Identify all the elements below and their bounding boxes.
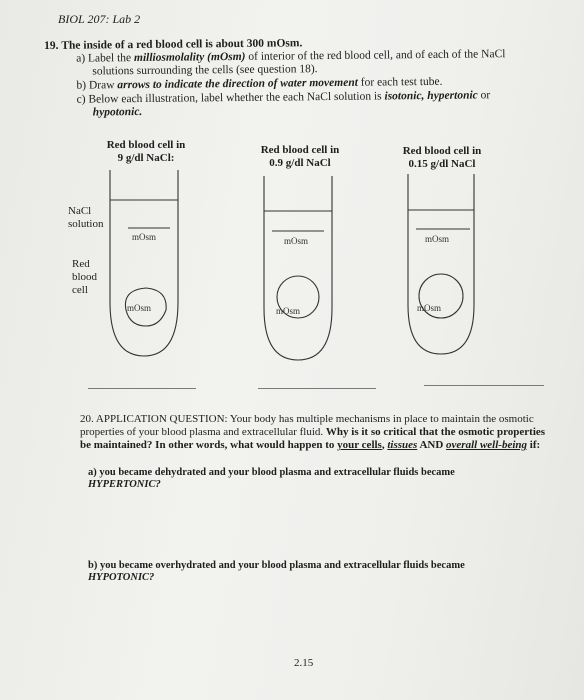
q20-tissues: tissues [387, 439, 418, 451]
question-19-intro: The inside of a red blood cell is about 300 mOsm. [61, 37, 303, 52]
q20-line3-bold: be maintained? In other words, what would happen to [80, 439, 338, 451]
q20-line2-bold: Why is it so critical that the osmotic properties [325, 426, 546, 438]
tube-3-solution-label: mOsm [425, 234, 450, 244]
q20-lead: 20. APPLICATION QUESTION: Your body has multiple mechanisms in place to maintain the osmotic [80, 413, 534, 425]
tube-1-title: Red blood cell in 9 g/dl NaCl: [106, 139, 186, 164]
tube-2-solution-label: mOsm [284, 236, 309, 246]
q20-overall-well-being: overall well-being [446, 439, 528, 451]
page-number: 2.15 [294, 657, 314, 669]
q19b-term: arrows to indicate the direction of water movement [117, 76, 358, 92]
q19a-prefix: a) Label the [76, 52, 135, 65]
q20b-prompt: b) you became overhydrated and your blood plasma and extracellular fluids became HYPOTONIC? [88, 560, 465, 583]
tube-3-answer-blank[interactable] [424, 385, 544, 386]
q19c-terms: isotonic, hypertonic [384, 89, 478, 103]
q19a-line2: solutions surrounding the cells (see question 18). [92, 63, 318, 78]
test-tube-2 [264, 176, 332, 360]
tube-2-answer-blank[interactable] [258, 388, 376, 389]
q19c-prefix: c) Below each illustration, label whether the each NaCl solution is [76, 90, 385, 106]
q20a-prompt: a) you became dehydrated and your blood plasma and extracellular fluids became HYPERTONIC? [88, 467, 455, 490]
question-19-number: 19. [44, 39, 59, 52]
q20-your-cells: your cells [337, 439, 382, 451]
nacl-solution-label: NaCl solution [68, 205, 104, 230]
q19a-term: milliosmolality (mOsm) [133, 50, 246, 65]
tube-1-solution-label: mOsm [132, 232, 157, 242]
q19a-rest: of interior of the red blood cell, and of each of the NaCl [245, 48, 506, 63]
test-tube-3 [408, 174, 474, 354]
q19b-prefix: b) Draw [76, 79, 118, 92]
tube-2-title: Red blood cell in 0.9 g/dl NaCl [260, 144, 340, 169]
tube-3-cell-label: mOsm [417, 303, 442, 313]
tube-1-cell-label: mOsm [127, 303, 152, 313]
tube-1-answer-blank[interactable] [88, 388, 196, 389]
lab-header: BIOL 207: Lab 2 [58, 12, 141, 26]
tube-3-title: Red blood cell in 0.15 g/dl NaCl [402, 145, 482, 170]
q19b-rest: for each test tube. [357, 75, 443, 89]
q20-line2-plain: properties of your blood plasma and extracellular fluid. [80, 426, 326, 438]
tube-2-cell-label: mOsm [276, 306, 301, 316]
test-tube-1 [110, 170, 178, 356]
q19c-or: or [477, 89, 491, 102]
red-blood-cell-label: Red blood cell [72, 258, 98, 296]
q19c-line2: hypotonic. [92, 105, 143, 119]
